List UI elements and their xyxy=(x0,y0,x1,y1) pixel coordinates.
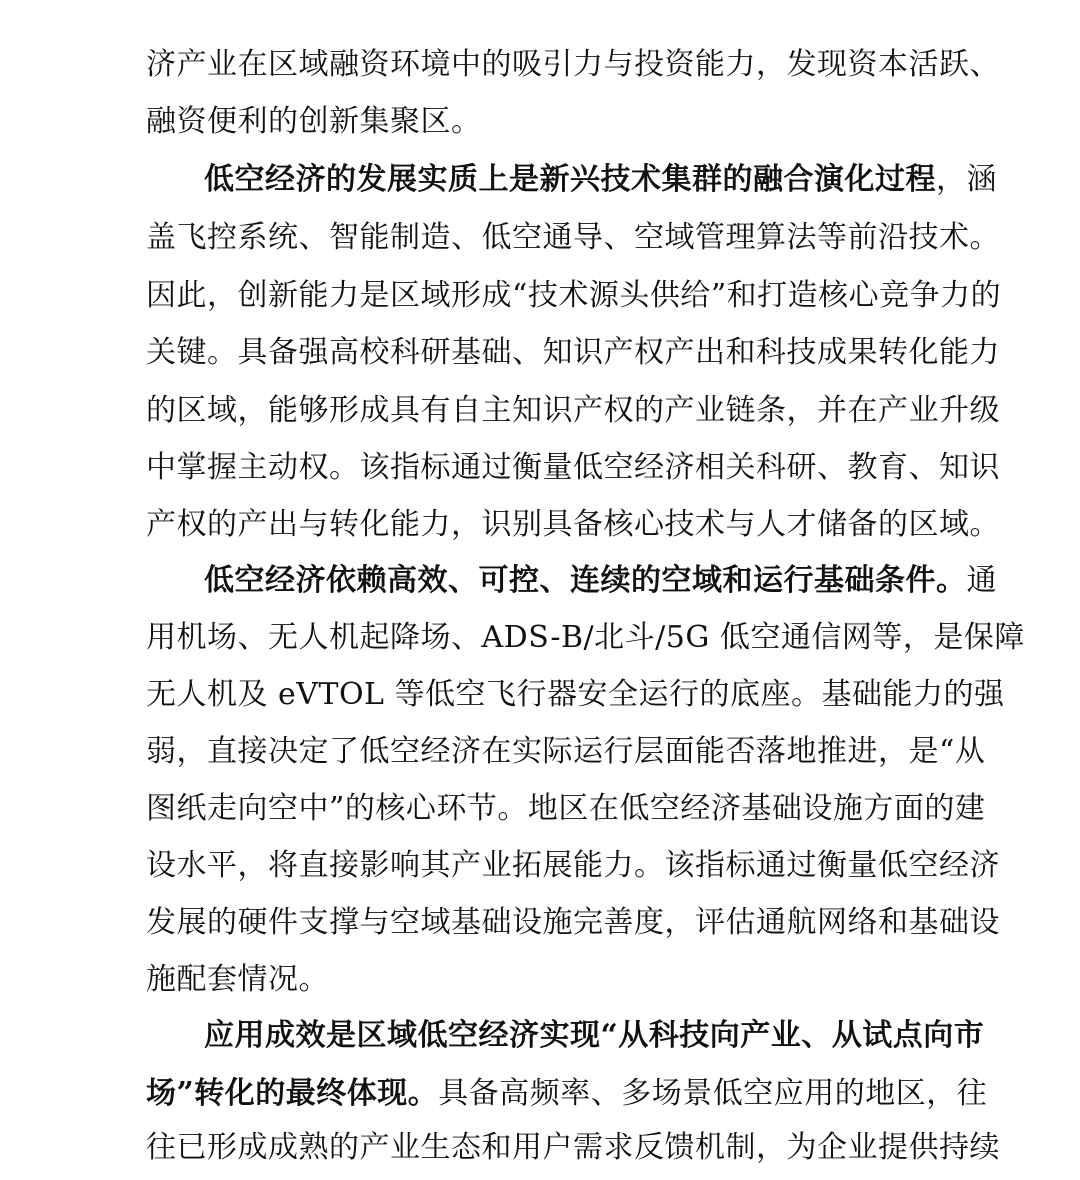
text-line xyxy=(146,391,1000,431)
text-line xyxy=(146,618,1025,658)
text-line xyxy=(146,846,1000,886)
line-text: 的区域，能够形成具有自主知识产权的产业链条，并在产业升级 xyxy=(146,393,1000,428)
text-line xyxy=(146,1128,1000,1168)
bold-lead-text: 场”转化的最终体现。 xyxy=(146,1076,439,1111)
bold-lead-text: 低空经济的发展实质上是新兴技术集群的融合演化过程 xyxy=(204,162,936,197)
line-text: 弱，直接决定了低空经济在实际运行层面能否落地推进，是“从 xyxy=(146,734,986,769)
line-text: 具备高频率、多场景低空应用的地区，往 xyxy=(438,1076,988,1111)
text-line xyxy=(146,218,1000,258)
paragraph-first-line xyxy=(204,561,997,601)
text-line xyxy=(146,448,1000,488)
bold-lead-text: 应用成效是区域低空经济实现“从科技向产业、从试点向市 xyxy=(204,1018,985,1053)
text-line xyxy=(146,675,1005,715)
line-text: 施配套情况。 xyxy=(146,962,329,997)
paragraph-first-line xyxy=(204,160,997,200)
line-text: 产权的产出与转化能力，识别具备核心技术与人才储备的区域。 xyxy=(146,507,1000,542)
line-text: 发展的硬件支撑与空域基础设施完善度，评估通航网络和基础设 xyxy=(146,905,1000,940)
text-line xyxy=(146,276,1002,316)
text-line xyxy=(146,45,1000,85)
text-line xyxy=(146,789,986,829)
line-text: 图纸走向空中”的核心环节。地区在低空经济基础设施方面的建 xyxy=(146,791,986,826)
line-text: 往已形成成熟的产业生态和用户需求反馈机制，为企业提供持续 xyxy=(146,1130,1000,1165)
line-text: 无人机及 eVTOL 等低空飞行器安全运行的底座。基础能力的强 xyxy=(146,677,1005,712)
text-line xyxy=(146,732,986,772)
text-line xyxy=(146,505,1000,545)
text-line xyxy=(146,333,1000,373)
line-text: 用机场、无人机起降场、ADS-B/北斗/5G 低空通信网等，是保障 xyxy=(146,620,1025,655)
paragraph-first-line xyxy=(204,1016,985,1056)
text-line xyxy=(146,102,946,142)
line-text: 关键。具备强高校科研基础、知识产权产出和科技成果转化能力 xyxy=(146,335,1000,370)
text-line xyxy=(146,1074,988,1114)
line-text: 盖飞控系统、智能制造、低空通导、空域管理算法等前沿技术。 xyxy=(146,220,1000,255)
line-text: ，涵 xyxy=(936,162,997,197)
text-line xyxy=(146,903,1000,943)
line-text: 设水平，将直接影响其产业拓展能力。该指标通过衡量低空经济 xyxy=(146,848,1000,883)
line-text: 通 xyxy=(966,563,997,598)
line-text: 中掌握主动权。该指标通过衡量低空经济相关科研、教育、知识 xyxy=(146,450,1000,485)
text-line xyxy=(146,960,946,1000)
line-text: 因此，创新能力是区域形成“技术源头供给”和打造核心竞争力的 xyxy=(146,278,1002,313)
bold-lead-text: 低空经济依赖高效、可控、连续的空域和运行基础条件。 xyxy=(204,563,967,598)
line-text: 融资便利的创新集聚区。 xyxy=(146,104,482,139)
line-text: 济产业在区域融资环境中的吸引力与投资能力，发现资本活跃、 xyxy=(146,47,1000,82)
